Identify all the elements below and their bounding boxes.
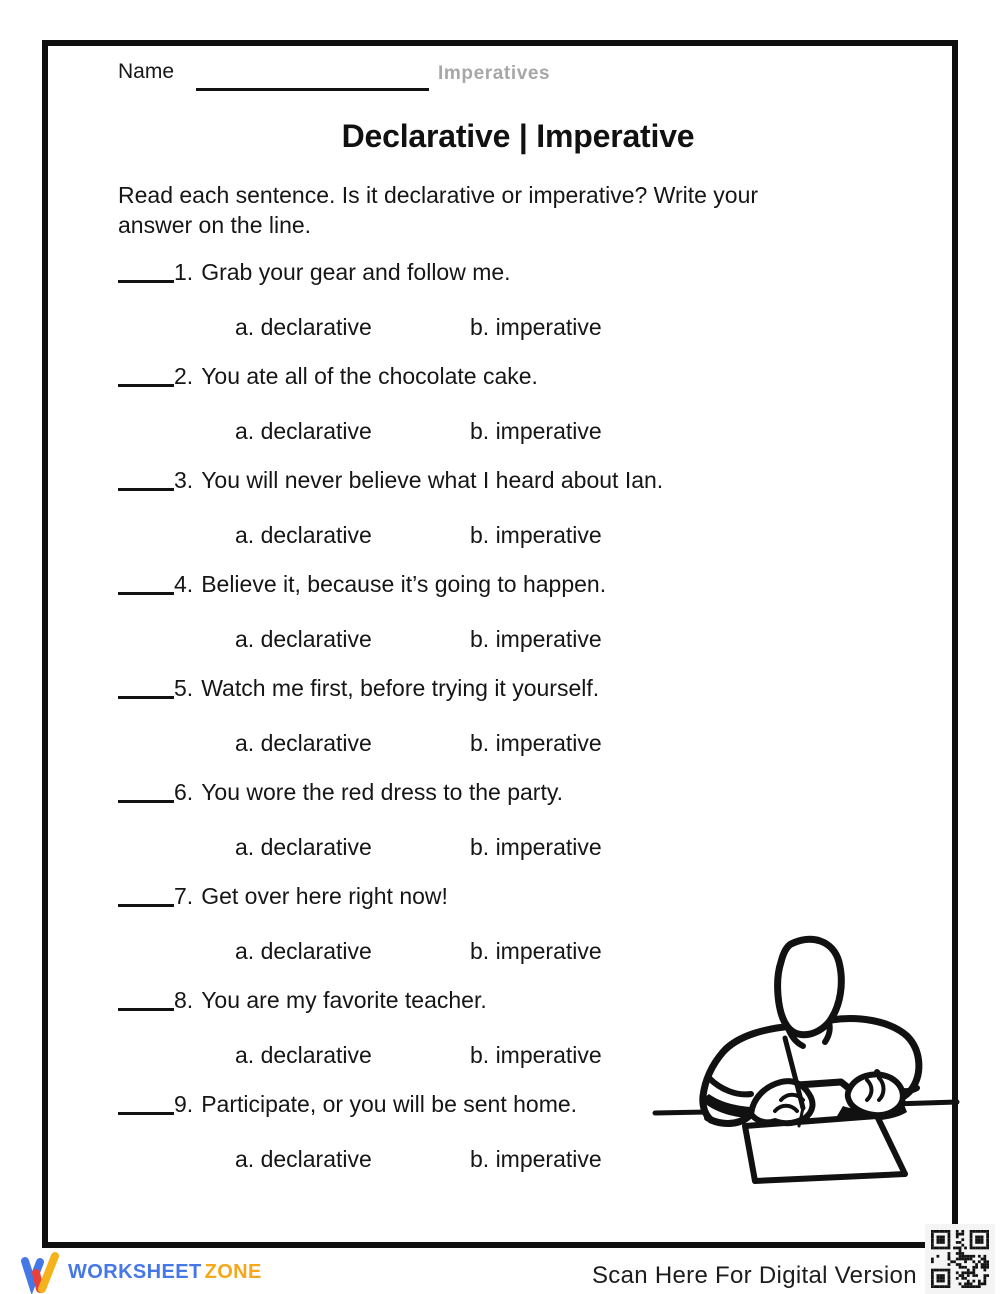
brand-text: [68, 1261, 262, 1284]
options-row: [118, 312, 928, 342]
question-number: 3.: [174, 467, 194, 493]
logo-w-mark-icon: [20, 1250, 60, 1294]
answer-blank: [118, 260, 174, 283]
option-b-label: b. imperative: [470, 626, 602, 652]
name-label: Name: [118, 60, 175, 83]
question-row: [118, 465, 928, 495]
question-text: Get over here right now!: [201, 883, 448, 909]
question-row: [118, 257, 928, 287]
answer-blank: [118, 780, 174, 803]
paper: [745, 1116, 905, 1181]
options-row: [118, 520, 928, 550]
option-a-label: a. declarative: [235, 418, 372, 444]
instructions-line-2: answer on the line.: [118, 212, 312, 238]
answer-blank: [118, 884, 174, 907]
option-b-label: b. imperative: [470, 418, 602, 444]
option-b-label: b. imperative: [470, 1146, 602, 1172]
question-row: [118, 569, 928, 599]
option-a-label: a. declarative: [235, 938, 372, 964]
option-a-label: a. declarative: [235, 522, 372, 548]
answer-blank: [118, 1092, 174, 1115]
answer-blank: [118, 988, 174, 1011]
question-block: [118, 257, 928, 342]
question-text: You ate all of the chocolate cake.: [201, 363, 538, 389]
option-b-label: b. imperative: [470, 938, 602, 964]
question-text: You will never believe what I heard about Ian.: [201, 467, 664, 493]
question-number: 8.: [174, 987, 194, 1013]
question-row: [118, 881, 928, 911]
question-row: [118, 673, 928, 703]
option-b-label: b. imperative: [470, 834, 602, 860]
option-a-label: a. declarative: [235, 1146, 372, 1172]
brand-worksheet: WORKSHEET: [68, 1260, 202, 1283]
question-number: 9.: [174, 1091, 194, 1117]
option-a-label: a. declarative: [235, 626, 372, 652]
option-b-label: b. imperative: [470, 522, 602, 548]
question-text: You are my favorite teacher.: [201, 987, 487, 1013]
question-number: 5.: [174, 675, 194, 701]
qr-code-pattern: [931, 1230, 989, 1288]
scan-here-label: Scan Here For Digital Version: [592, 1262, 917, 1289]
question-block: [118, 673, 928, 758]
brand-zone: ZONE: [204, 1260, 262, 1283]
option-a-label: a. declarative: [235, 730, 372, 756]
question-number: 1.: [174, 259, 194, 285]
name-blank-line: [196, 66, 429, 91]
options-row: [118, 416, 928, 446]
option-b-label: b. imperative: [470, 1042, 602, 1068]
question-number: 4.: [174, 571, 194, 597]
person-writing-illustration: [645, 930, 965, 1185]
answer-blank: [118, 676, 174, 699]
question-text: Grab your gear and follow me.: [201, 259, 511, 285]
option-b-label: b. imperative: [470, 314, 602, 340]
question-block: [118, 569, 928, 654]
answer-blank: [118, 364, 174, 387]
instructions-line-1: Read each sentence. Is it declarative or imperative? Write your: [118, 182, 759, 208]
options-row: [118, 728, 928, 758]
page-title: Declarative | Imperative: [341, 118, 695, 154]
question-number: 2.: [174, 363, 194, 389]
answer-blank: [118, 572, 174, 595]
option-a-label: a. declarative: [235, 1042, 372, 1068]
instructions: [118, 180, 758, 240]
question-text: You wore the red dress to the party.: [201, 779, 564, 805]
question-row: [118, 777, 928, 807]
question-row: [118, 361, 928, 391]
worksheet-topic-label: Imperatives: [438, 63, 551, 84]
question-number: 7.: [174, 883, 194, 909]
option-a-label: a. declarative: [235, 314, 372, 340]
question-block: [118, 465, 928, 550]
head: [778, 939, 842, 1034]
question-text: Believe it, because it’s going to happen.: [201, 571, 607, 597]
answer-blank: [118, 468, 174, 491]
question-block: [118, 777, 928, 862]
options-row: [118, 832, 928, 862]
question-number: 6.: [174, 779, 194, 805]
option-b-label: b. imperative: [470, 730, 602, 756]
question-text: Participate, or you will be sent home.: [201, 1091, 578, 1117]
option-a-label: a. declarative: [235, 834, 372, 860]
question-block: [118, 361, 928, 446]
question-text: Watch me first, before trying it yourself.: [201, 675, 600, 701]
worksheetzone-logo: [20, 1250, 262, 1294]
qr-code: [925, 1224, 995, 1294]
options-row: [118, 624, 928, 654]
table-line-left: [655, 1112, 707, 1113]
resting-hand: [848, 1074, 903, 1115]
